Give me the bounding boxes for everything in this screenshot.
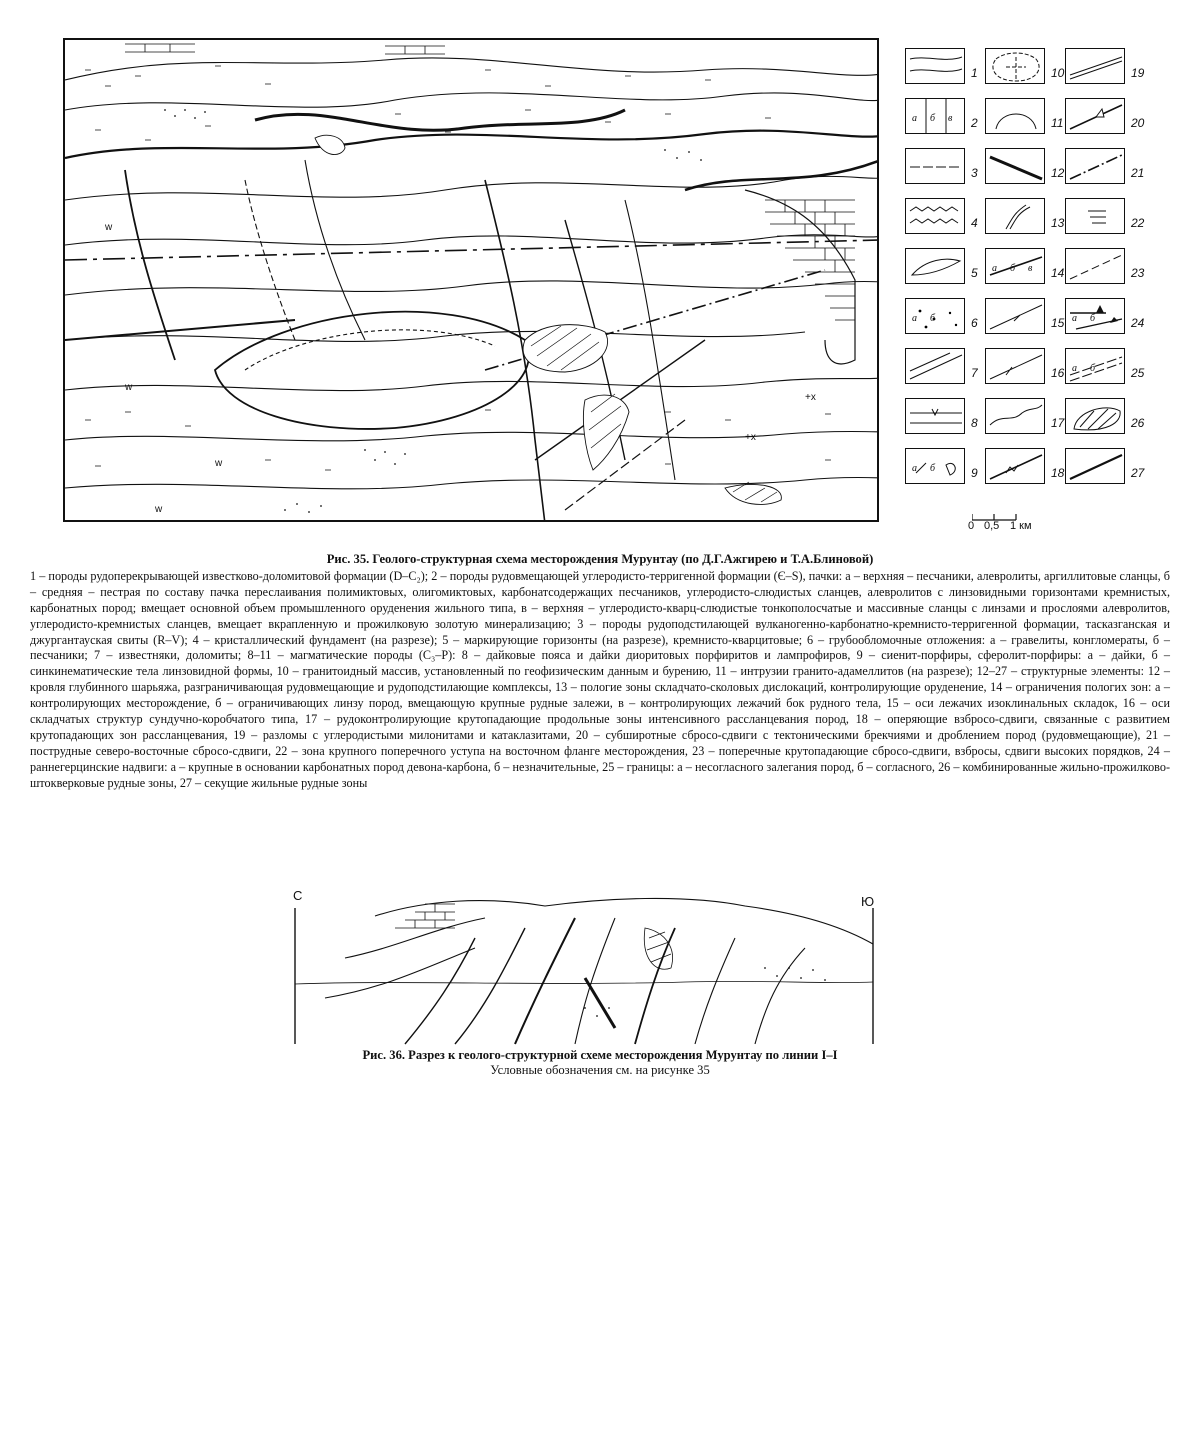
legend-symbol-25 (1065, 348, 1125, 384)
map-scale-bar (968, 512, 1088, 538)
legend-letter: б (930, 463, 936, 474)
legend-symbol-17 (985, 398, 1045, 434)
legend-number: 21 (1131, 166, 1145, 180)
legend-number: 3 (971, 166, 978, 180)
legend-symbol-10 (985, 48, 1045, 84)
figure-36-subtitle: Условные обозначения см. на рисунке 35 (490, 1063, 710, 1077)
legend-item-26 (1065, 394, 1147, 444)
map-symbol-w: w (125, 382, 133, 393)
legend-number: 19 (1131, 66, 1145, 80)
legend-number: 18 (1051, 466, 1065, 480)
legend-item-11 (985, 94, 1067, 144)
legend-number: 7 (971, 366, 978, 380)
legend-item-24 (1065, 294, 1147, 344)
legend-number: 12 (1051, 166, 1065, 180)
figure-35-legend-text: 1 – породы рудоперекрывающей известково-доломитовой формации (D–C₂); 2 – породы рудовмещающей углеродисто-терригенной формации (Є–S), пачки: а – верхняя – песчаники, алевролиты, аргиллитовые сланцы, б – средняя – пестрая по составу пачка переслаивания полимиктовых, олигомиктовых, карбонатсодержащих песчаников, углеродисто-слюдистых сланцев, алевролитов с линзовидными горизонтами кремнистых, карбонатных пород; вмещает основной объем промышленного оруденения жильного типа, в – верхняя – углеродисто-кварц-слюдистые тонкополосчатые и массивные сланцы с линзами и прослоями алевролитов, углеродисто-кремнистых сланцев, вмещает вкрапленную и прожилковую золотую минерализацию; 3 – породы рудоподстилающей вулканогенно-карбонатно-кремнисто-терригенной формации, тасказганская и джургантауская свиты (R–V); 4 – кристаллический фундамент (на разрезе); 5 – маркирующие горизонты (на разрезе), кремнисто-кварцитовые; 6 – грубообломочные отложения: а – гравелиты, конгломераты, б – песчаники; 7 – известняки, доломиты; 8–11 – магматические породы (C₃–P): 8 – дайковые пояса и дайки диоритовых порфиритов и лампрофиров, 9 – сиенит-порфиры, сферолит-порфиры: а – дайки, б – синкинематические тела линзовидной формы, 10 – гранитоидный массив, установленный по геофизическим данным и бурению, 11 – интрузии гранито-адамеллитов (на разрезе); 12–27 – структурные элементы: 12 – кровля глубинного шарьяжа, разграничивающая рудовмещающие и рудоподстилающие комплексы, 13 – пологие зоны складчато-сколовых дислокаций, контролирующие оруденение, 14 – ограничения пологих зон: а – контролирующих месторождение, б – ограничивающих линзу пород, вмещающую крупные рудные залежи, в – контролирующих лежачий бок рудного тела, 15 – оси лежачих изоклинальных складок, 16 – оси складчатых структур сундучно-коробчатого типа, 17 – рудоконтролирующие крутопадающие продольные зоны интенсивного рассланцевания пород, 18 – оперяющие взбросо-сдвиги, связанные с развитием крутопадающих зон рассланцевания, 19 – разломы с углеродистыми милонитами и катаклазитами, 20 – субширотные сбросо-сдвиги с тектоническими брекчиями и дроблением пород (рудовмещающие), 21 – пострудные северо-восточные сбросо-сдвиги, 22 – зона крупного поперечного уступа на восточном фланге месторождения, 23 – поперечные крутопадающие сбросо-сдвиги, взбросы, сдвиги высоких порядков, 24 – раннегерцинские надвиги: а – крупные в основании карбонатных пород девона-карбона, б – незначительные, 25 – границы: а – несогласного залегания пород, б – согласного, 26 – комбинированные жильно-прожилково-штокверковые рудные зоны, 27 – секущие жильные рудные зоны (30, 568, 1170, 790)
legend-item-7 (905, 344, 987, 394)
map-symbol-w: w (215, 458, 223, 469)
legend-item-2 (905, 94, 987, 144)
legend-item-17 (985, 394, 1067, 444)
section-drawing (285, 888, 925, 1048)
geological-map (63, 38, 879, 522)
map-drawing (65, 40, 879, 522)
legend-symbol-2 (905, 98, 965, 134)
legend-item-9 (905, 444, 987, 494)
scale-tick-1km: 1 км (1010, 520, 1032, 532)
legend-number: 5 (971, 266, 978, 280)
legend-letter: а (912, 113, 917, 124)
legend-symbol-3 (905, 148, 965, 184)
legend-number: 1 (971, 66, 978, 80)
legend-number: 20 (1131, 116, 1145, 130)
figure-36-title: Рис. 36. Разрез к геолого-структурной схеме месторождения Мурунтау по линии I–I (362, 1048, 838, 1062)
legend-number: 27 (1131, 466, 1145, 480)
figure-35-caption (30, 552, 1170, 792)
legend-item-14 (985, 244, 1067, 294)
scale-tick-half: 0,5 (984, 520, 1000, 532)
legend-item-21 (1065, 144, 1147, 194)
legend-symbol-11 (985, 98, 1045, 134)
legend-symbol-14 (985, 248, 1045, 284)
section-south-label: Ю (861, 894, 875, 909)
legend-letter: в (1028, 263, 1033, 274)
map-symbol-plus: +x (745, 432, 756, 443)
legend-number: 15 (1051, 316, 1065, 330)
legend-symbol-6 (905, 298, 965, 334)
legend-symbol-22 (1065, 198, 1125, 234)
legend-symbol-27 (1065, 448, 1125, 484)
legend-item-8 (905, 394, 987, 444)
legend-number: 9 (971, 466, 978, 480)
legend-symbol-26 (1065, 398, 1125, 434)
legend-item-10 (985, 44, 1067, 94)
legend-letter: б (1010, 263, 1016, 274)
legend-number: 13 (1051, 216, 1065, 230)
legend-number: 25 (1131, 366, 1145, 380)
legend-letter: а (1072, 313, 1077, 324)
legend-number: 23 (1131, 266, 1145, 280)
legend-number: 11 (1051, 116, 1064, 130)
legend-number: 8 (971, 416, 978, 430)
legend-item-15 (985, 294, 1067, 344)
legend-number: 16 (1051, 366, 1065, 380)
legend-symbol-18 (985, 448, 1045, 484)
legend-number: 10 (1051, 66, 1065, 80)
legend-symbol-15 (985, 298, 1045, 334)
legend-symbol-1 (905, 48, 965, 84)
legend-item-20 (1065, 94, 1147, 144)
legend-symbol-7 (905, 348, 965, 384)
map-symbol-w: w (105, 222, 113, 233)
legend-item-27 (1065, 444, 1147, 494)
legend-symbol-4 (905, 198, 965, 234)
legend-letter: б (930, 113, 936, 124)
figure-35-title: Рис. 35. Геолого-структурная схема месторождения Мурунтау (по Д.Г.Ажгирею и Т.А.Блиновой) (326, 552, 874, 566)
map-symbol-plus: +x (805, 392, 816, 403)
map-legend (905, 44, 1175, 494)
legend-number: 6 (971, 316, 978, 330)
legend-symbol-12 (985, 148, 1045, 184)
legend-number: 22 (1131, 216, 1145, 230)
figure-36-caption (200, 1048, 1000, 1078)
legend-number: 4 (971, 216, 978, 230)
legend-number: 14 (1051, 266, 1065, 280)
legend-symbol-9 (905, 448, 965, 484)
legend-number: 17 (1051, 416, 1065, 430)
legend-item-25 (1065, 344, 1147, 394)
legend-symbol-24 (1065, 298, 1125, 334)
legend-symbol-8 (905, 398, 965, 434)
legend-item-1 (905, 44, 987, 94)
map-symbol-w: w (155, 504, 163, 515)
legend-item-4 (905, 194, 987, 244)
legend-symbol-16 (985, 348, 1045, 384)
legend-item-18 (985, 444, 1067, 494)
legend-item-6 (905, 294, 987, 344)
legend-letter: а (912, 313, 917, 324)
legend-item-23 (1065, 244, 1147, 294)
legend-item-3 (905, 144, 987, 194)
legend-number: 26 (1131, 416, 1145, 430)
legend-symbol-5 (905, 248, 965, 284)
legend-letter: а (912, 463, 917, 474)
legend-item-12 (985, 144, 1067, 194)
legend-item-16 (985, 344, 1067, 394)
legend-letter: б (930, 313, 936, 324)
legend-item-13 (985, 194, 1067, 244)
legend-letter: б (1090, 313, 1096, 324)
legend-letter: в (948, 113, 953, 124)
section-north-label: С (293, 888, 303, 903)
cross-section (285, 888, 925, 1048)
legend-number: 2 (971, 116, 978, 130)
legend-item-22 (1065, 194, 1147, 244)
legend-number: 24 (1131, 316, 1145, 330)
legend-symbol-20 (1065, 98, 1125, 134)
legend-letter: а (992, 263, 997, 274)
legend-symbol-23 (1065, 248, 1125, 284)
legend-symbol-13 (985, 198, 1045, 234)
legend-item-5 (905, 244, 987, 294)
legend-letter: б (1090, 363, 1096, 374)
legend-symbol-21 (1065, 148, 1125, 184)
legend-item-19 (1065, 44, 1147, 94)
scale-tick-0: 0 (968, 520, 975, 532)
legend-symbol-19 (1065, 48, 1125, 84)
legend-letter: а (1072, 363, 1077, 374)
